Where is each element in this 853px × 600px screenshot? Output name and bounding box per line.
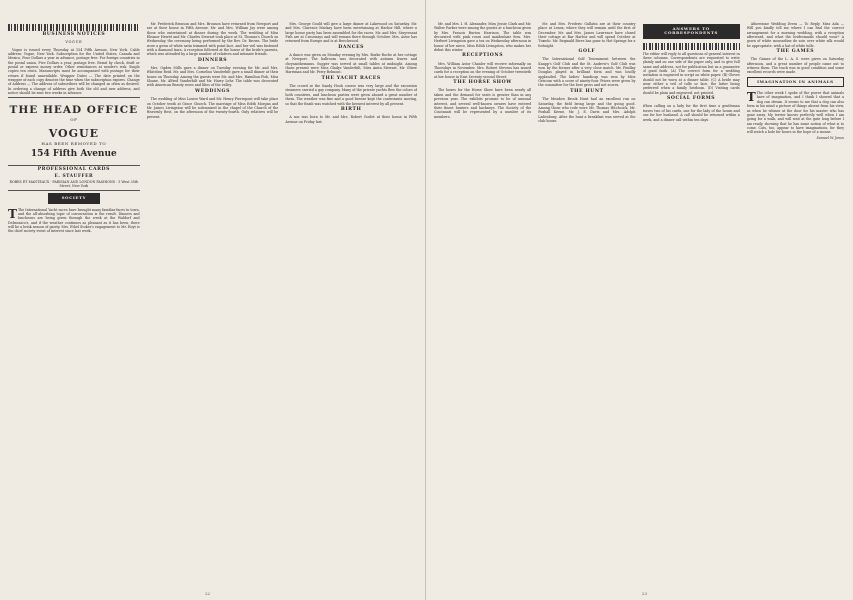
right-col-3 <box>643 22 740 590</box>
business-notices-title: BUSINESS NOTICES <box>42 32 106 37</box>
right-page <box>426 0 852 600</box>
article-text: A dance was given on Monday evening by Mrs. Burke Roche at her cottage at Newport. The ballroom was decorated with autumn leaves and chrysanthemums. Supper was served at small tables at midnight. Among those present were Miss Gladys Vanderbilt, Miss Anita Stewart, Mr. Oliver Harriman and Mr. Perry Belmont. <box>285 53 418 75</box>
divider <box>8 190 140 191</box>
article-text: The Meadow Brook Hunt had an excellent run on Saturday, the field being large and the going good. Among those who rode were Mr. Thomas Hitchcock, Mr. Foxhall Keene, Mr. J. E. Davis and Mrs. Adolph Ladenburg. After the hunt a breakfast was served at the club house. <box>538 97 636 123</box>
article-text: Mrs. George Gould will give a large dinner at Lakewood on Saturday. Mr. and Mrs. Clarence Mackay have been entertaining at Harbor Hill, where a large house party has been assembled for the races. Mr. and Mrs. Stuyvesant Fish are at Crossways and will remain there through October. Mrs. Astor has returned from Europe and is at Beechwood. <box>285 22 418 44</box>
article-text: Mr. Frederick Bronson and Mrs. Bronson have returned from Newport and are at their house in Fifth Avenue. Mr. and Mrs. William Jay were among those who entertained at dinner during the week. The wedding of Miss Eleanor Hewitt and Mr. Charles Stewart took place at St. Thomas's Church on Wednesday, the ceremony being performed by the Rev. Dr. Brown. The bride wore a gown of white satin trimmed with point lace, and her veil was fastened with a diamond tiara. A reception followed at the house of the bride's parents, which was attended by a large number of relatives and intimate friends. <box>146 22 279 57</box>
head-office-removed: HAS BEEN REMOVED TO <box>41 140 107 146</box>
left-col-1 <box>8 22 140 590</box>
professional-cards-title: PROFESSIONAL CARDS <box>37 167 111 173</box>
card-name: E. STAUFFER <box>54 174 94 180</box>
article-text: The wedding of Miss Louise Ward and Mr. Henry Pierrepont will take place on October tenth at Grace Church. The marriage of Miss Edith Morgan and Mr. James Livingston will be solemnized in the chapel of the Church of the Heavenly Rest, on the afternoon of the twenty-fourth. Only relatives will be present. <box>146 97 279 119</box>
left-col-2 <box>147 22 279 590</box>
subhead: DINNERS <box>197 57 228 63</box>
subhead: DANCES <box>338 44 365 50</box>
article-text: Mr. and Mrs. I. H. Alexander, Miss Jessie Clark and Mr. Walter Parker were among the guests at a luncheon given by Mrs. Francis Burton Harrison. The table was decorated with pink roses and maidenhair fern. Mrs. Herbert Livingston gave a tea on Wednesday afternoon in honor of her niece, Miss Edith Livingston, who makes her debut this winter. <box>434 22 532 53</box>
article-text: Mrs. Ogden Mills gave a dinner on Tuesday evening for Mr. and Mrs. Whitelaw Reid. Mr. and Mrs. Cornelius Vanderbilt gave a small dinner at their house on Thursday. Among the guests were Mr. and Mrs. Hamilton Fish, Miss Sloane, Mr. Alfred Vanderbilt and Mr. Harry Lehr. The table was decorated with American Beauty roses and lilies of the valley. <box>146 66 279 88</box>
article-text: The International Golf Tournament between the Knapp's Golf Club and the St. Andrew's Golf Club was won by the former after a very close match. Mr. Findlay Douglas played in brilliant form and was loudly applauded. The ladies' handicap was won by Miss Griscom with a score of ninety-four. Prizes were given by the committee for the best gross and net scores. <box>538 57 636 88</box>
article-text: When calling on a lady for the first time a gentleman leaves two of his cards, one for the lady of the house and one for her husband. A call should be returned within a week, and a dinner call within ten days. <box>642 104 740 122</box>
article-text: The crowd at the Sandy Hook course was very large and the excursion steamers carried a gay company. Many of the private yachts flew the colors of both countries, and luncheon parties were given aboard a great number of them. The weather was fine and a good breeze kept the contestants moving, so that the finish was watched with the keenest interest by all present. <box>285 84 418 106</box>
imagination-in-animals-title: IMAGINATION IN ANIMALS <box>747 77 844 87</box>
head-office-title: THE HEAD OFFICE <box>9 104 139 117</box>
head-office-vogue: VOGUE <box>48 126 99 140</box>
imagination-text <box>747 91 844 134</box>
answers-ornament <box>643 43 740 50</box>
signature: Samuel W. Jones <box>816 135 844 140</box>
subhead: THE YACHT RACES <box>321 75 381 81</box>
article-text: A son was born to Mr. and Mrs. Robert Goelet at their house in Fifth Avenue on Friday last. <box>285 115 418 124</box>
article-text: The boxes for the Horse Show have been nearly all taken and the demand for seats is greater than in any previous year. The exhibits promise to be of unusual interest, and several well-known owners have entered their finest hunters and hackneys. The Society of the Cincinnati will be represented by a number of its members. <box>434 88 532 119</box>
society-body: The International Yacht races have brought many familiar faces to town, and the all-absorbing topic of conversation is the result. Dinners and luncheons are being given through the week at the Waldorf and Delmonico's, and if the weather continues as pleasant as it has been, there will be a brisk season of gaiety. Mrs. Ethel Stokes's engagement to Mr. Hoyt is the chief society event of interest since last week. <box>8 207 140 234</box>
card-lines: ROBES ET MANTEAUX · PARISIAN AND LONDON FASHIONS · 5 West 35th Street, New York <box>9 179 139 189</box>
divider <box>8 165 140 166</box>
right-col-2 <box>538 22 635 590</box>
society-text <box>8 208 140 234</box>
subhead: GOLF <box>578 49 596 55</box>
society-title: SOCIETY <box>48 193 100 203</box>
vogue-running-head: VOGUE <box>65 40 83 45</box>
subhead: BIRTH <box>340 106 362 112</box>
subhead: RECEPTIONS <box>462 53 504 59</box>
right-col-1 <box>434 22 531 590</box>
drop-cap: T <box>8 206 17 221</box>
subhead: THE GAMES <box>776 49 815 55</box>
subhead: THE HUNT <box>570 88 604 94</box>
left-page <box>0 0 426 600</box>
article-text: Atherstone Wedding Dress — To Reply. Miss Ada — Will you kindly tell me where I can find the correct arrangement for a morning wedding, with a reception afterward, and what the bridesmaids should wear? A gown of white mousseline de soie over white silk would be appropriate, with a hat of white tulle. <box>746 22 844 48</box>
head-office-of: OF <box>70 117 78 123</box>
imagination-body: The other week I spoke of the power that animals have of imagination, and I think I showed that a dog can dream. It seems to me that a dog can also form in his mind a picture of things absent from his view, as when he whines at the door for his master who has gone away. My terrier knows perfectly well when I am going for a walk, and will wait at the gate long before I am ready, showing that he has some notion of what is to come. Cats, too, appear to have imaginations, for they will watch a hole for hours in the hope of a mouse. <box>746 91 844 135</box>
subhead: SOCIAL FORMS <box>667 96 716 102</box>
subhead: THE HORSE SHOW <box>453 80 512 86</box>
article-text: The Games of the L. A. S. were given on Saturday afternoon, and a great number of people came out to witness them. The track was in good condition and some excellent records were made. <box>746 57 844 75</box>
page-number-right: 23 <box>641 591 647 596</box>
answers-to-correspondents-title: ANSWERS TO CORRESPONDENTS <box>643 24 740 39</box>
business-notices-text: Vogue is issued every Thursday at 154 Fifth Avenue, New York. Cable address: Vogue, New York. Subscription for the United States, Canada and Mexico, Four Dollars a year in advance, postage free. For foreign countries in the postal union, Five Dollars a year, postage free. Remit by check, draft or postal or express money order. Other remittances at sender's risk. Single copies ten cents. Manuscripts must be accompanied with postage for their return if found unavailable. Wrapper Dates — The date printed on the wrapper of each copy denotes the time when the subscription expires. Change of Address — The address of subscribers will be changed as often as desired. In ordering a change of address give both the old and new address, and notice should be sent two weeks in advance. <box>8 47 140 96</box>
left-col-3 <box>285 22 417 590</box>
subhead: WEDDINGS <box>194 88 231 94</box>
right-col-4 <box>747 22 844 590</box>
header-ornament <box>8 24 140 31</box>
head-office-address: 154 Fifth Avenue <box>30 149 117 160</box>
answers-text: The editor will reply to all questions of general interest in these columns. Correspondents are requested to write plainly and on one side of the paper only, and to give full name and address, not for publication but as a guarantee of good faith. (A) The correct form for a wedding invitation is engraved in script on white paper. (B) Gloves should not be worn at a dinner table. (C) A bride may wear either a veil of tulle or lace, the latter being preferred when a family heirloom. (D) Visiting cards should be plain and engraved, not printed. <box>642 51 740 95</box>
page-number-left: 22 <box>205 591 211 596</box>
divider <box>8 97 140 98</box>
article-text: Mr. and Mrs. Frederic Gallatin are at their country place at Lenox, where they will remain until the first of December. Mr. and Mrs. James Lawrence have closed their cottage at Bar Harbor and will spend October at Tuxedo. Mr. Reginald Rives has gone to Hot Springs for a fortnight. <box>538 22 636 48</box>
head-office-notice <box>8 104 140 160</box>
professional-cards <box>8 168 140 188</box>
article-text: Mrs. William Astor Chanler will receive informally on Thursdays in November. Mrs. Robert Stevens has issued cards for a reception on the evening of October twentieth at her house in East Seventy-second Street. <box>434 61 532 79</box>
drop-cap: T <box>746 90 756 105</box>
